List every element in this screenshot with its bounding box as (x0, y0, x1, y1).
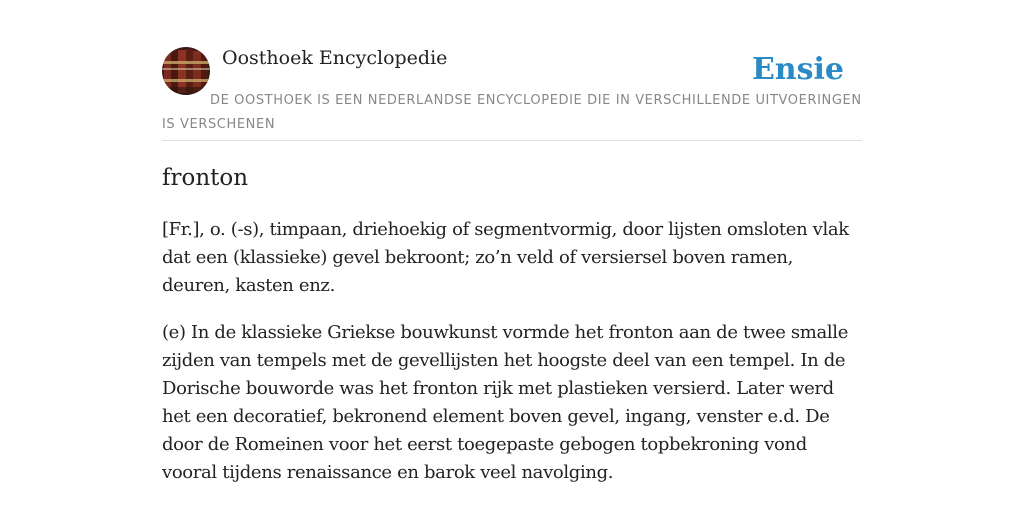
entry-paragraph: [Fr.], o. (-s), timpaan, driehoekig of segmentvormig, door lijsten omsloten vlak dat een (klassieke) gevel bekroont; zo’n veld of versiersel boven ramen, deuren, kasten enz. (162, 219, 849, 296)
page-container (162, 0, 862, 483)
source-title[interactable]: Oosthoek Encyclopedie (222, 47, 448, 69)
brand-logo[interactable]: Ensie (751, 52, 844, 87)
encyclopedia-books-icon (162, 47, 210, 95)
entry-paragraph: (e) In de klassieke Griekse bouwkunst vormde het fronton aan de twee smalle zijden van tempels met de gevellijsten het hoogste deel van een tempel. In de Dorische bouworde was het fronton rijk met plastieken versierd. Later werd het een decoratief, bekronend element boven gevel, ingang, venster e.d. De door de Romeinen voor het eerst toegepaste gebogen topbekroning vond vooral tijdens renaissance en barok veel navolging. (162, 322, 849, 483)
source-header (162, 0, 862, 141)
source-tagline: DE OOSTHOEK IS EEN NEDERLANDSE ENCYCLOPEDIE DIE IN VERSCHILLENDE UITVOERINGEN IS VERSCHENEN (162, 93, 862, 132)
avatar[interactable] (162, 47, 210, 95)
entry-title: fronton (162, 165, 249, 191)
